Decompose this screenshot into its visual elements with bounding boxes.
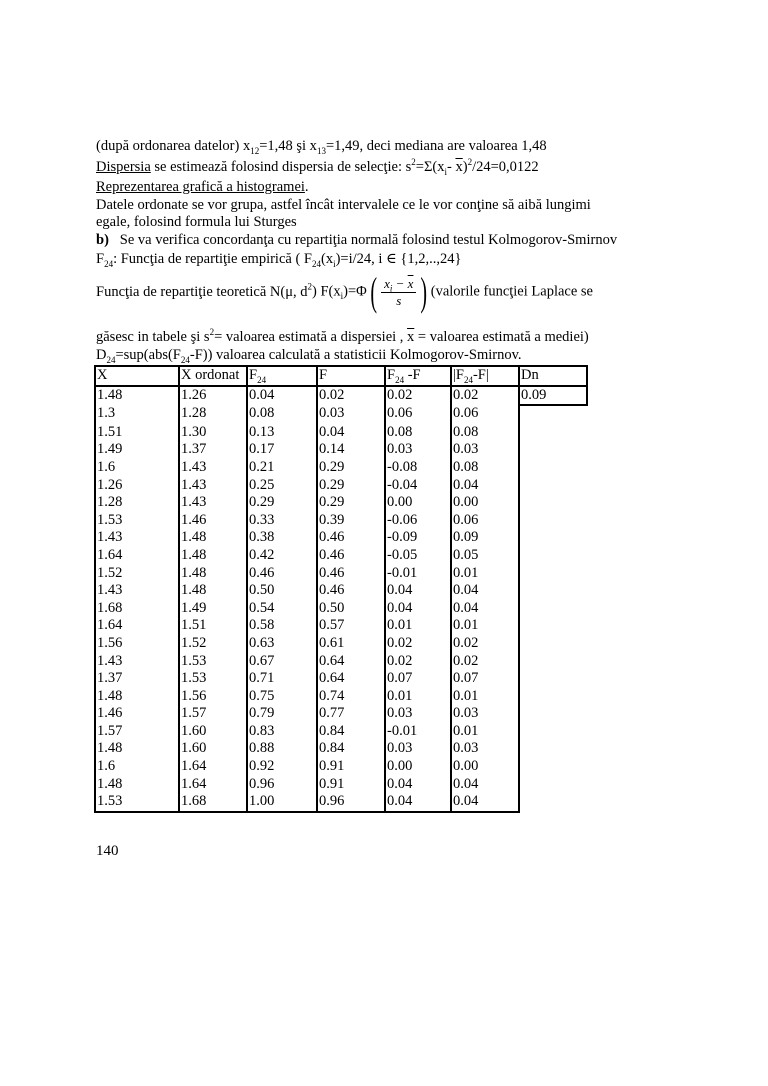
page-number: 140 [96, 843, 119, 859]
table-cell: 1.6 [95, 459, 179, 477]
table-cell: -0.04 [385, 477, 451, 495]
table-cell: 0.77 [317, 705, 385, 723]
empty-cell [519, 670, 587, 688]
table-cell: 0.04 [451, 477, 519, 495]
empty-cell [519, 705, 587, 723]
table-cell: -0.01 [385, 565, 451, 583]
standardization-fraction: $\frac{x_i - \overline{x}}{s}$ [381, 276, 416, 309]
table-cell: 1.48 [179, 547, 247, 565]
table-header-row [95, 366, 587, 386]
table-cell: 0.57 [317, 617, 385, 635]
table-cell: 0.63 [247, 635, 317, 653]
table-cell: 0.50 [247, 582, 317, 600]
table-cell: -0.05 [385, 547, 451, 565]
table-row [95, 529, 587, 547]
right-paren: ) [420, 269, 428, 314]
empty-cell [519, 758, 587, 776]
histogram-line: Reprezentarea grafică a histogramei. [96, 179, 309, 195]
dispersion-line: Dispersia se estimează folosind dispersia de selecţie: $s^2=\Sigma(x_i-$ $\overline{x})^2/24=0,0122$ [96, 157, 539, 177]
table-cell: 0.01 [451, 617, 519, 635]
table-row [95, 776, 587, 794]
empty-cell [519, 653, 587, 671]
table-cell: 0.88 [247, 740, 317, 758]
table-cell: 0.46 [317, 547, 385, 565]
empty-cell [519, 635, 587, 653]
table-cell: -0.01 [385, 723, 451, 741]
empirical-function-line: $F_{24}$: Funcţia de repartiţie empirică ( $F_{24}(x_i)=i/24$, i ∈ {1,2,..,24} [96, 251, 462, 269]
table-cell: 0.75 [247, 688, 317, 706]
table-cell: 1.60 [179, 740, 247, 758]
empty-cell [519, 617, 587, 635]
table-cell: 1.43 [95, 529, 179, 547]
table-cell: 0.39 [317, 512, 385, 530]
table-cell: 0.64 [317, 670, 385, 688]
table-cell: 0.67 [247, 653, 317, 671]
table-cell: 0.71 [247, 670, 317, 688]
table-cell: 0.07 [451, 670, 519, 688]
table-cell: 0.03 [317, 405, 385, 424]
table-cell: 1.30 [179, 424, 247, 442]
table-cell: 0.03 [451, 705, 519, 723]
table-cell: 0.04 [385, 582, 451, 600]
table-row [95, 635, 587, 653]
table-row [95, 477, 587, 495]
table-cell: 1.64 [179, 776, 247, 794]
table-cell: 1.53 [95, 793, 179, 812]
table-cell: 0.83 [247, 723, 317, 741]
table-row [95, 424, 587, 442]
table-cell: 1.43 [179, 459, 247, 477]
table-cell: 0.84 [317, 740, 385, 758]
table-row [95, 758, 587, 776]
table-cell: 0.08 [451, 424, 519, 442]
table-cell: 1.64 [179, 758, 247, 776]
table-cell: 1.6 [95, 758, 179, 776]
table-cell: 0.79 [247, 705, 317, 723]
table-cell: 1.28 [95, 494, 179, 512]
table-cell: 0.02 [317, 386, 385, 406]
grouping-line-1: Datele ordonate se vor grupa, astfel încât intervalele ce le vor conţine să aibă lungimi [96, 197, 591, 213]
table-row [95, 582, 587, 600]
table-cell: 0.46 [247, 565, 317, 583]
table-cell: 0.96 [247, 776, 317, 794]
empty-cell [519, 512, 587, 530]
header-x: X [95, 366, 179, 386]
empty-cell [519, 494, 587, 512]
table-cell: 1.57 [179, 705, 247, 723]
table-cell: 0.08 [385, 424, 451, 442]
table-cell: 0.04 [451, 793, 519, 812]
table-cell: 0.96 [317, 793, 385, 812]
laplace-line: găsesc in tabele şi $s^2=$ valoarea estimată a dispersiei , $\overline{x}$ = valoarea estimată a mediei) [96, 327, 589, 345]
table-cell: -0.09 [385, 529, 451, 547]
theoretical-function-line: Funcţia de repartiţie teoretică N(μ, $d^2$) $F(x_i)=\Phi$( $\frac{x_i - \overline{x}}{s}$ ) (valorile funcţiei Laplace se [96, 269, 593, 314]
table-cell: 1.68 [95, 600, 179, 618]
table-cell: 0.46 [317, 565, 385, 583]
table-cell: 0.04 [385, 600, 451, 618]
table-cell: 1.43 [179, 494, 247, 512]
empty-cell [519, 405, 587, 424]
table-cell: 1.56 [95, 635, 179, 653]
table-cell: 1.26 [95, 477, 179, 495]
table-cell: 0.03 [385, 441, 451, 459]
table-row [95, 688, 587, 706]
table-cell: 0.29 [317, 494, 385, 512]
table-cell: 0.00 [385, 494, 451, 512]
table-row [95, 670, 587, 688]
table-cell: 0.04 [451, 776, 519, 794]
dn-value: 0.09 [519, 386, 587, 406]
table-cell: 1.51 [179, 617, 247, 635]
grouping-line-2: egale, folosind formula lui Sturges [96, 214, 297, 230]
header-abs-diff: $|F_{24}-F|$ [451, 366, 519, 386]
table-cell: 0.02 [385, 635, 451, 653]
table-cell: 0.64 [317, 653, 385, 671]
table-cell: 0.00 [451, 758, 519, 776]
table-cell: 1.53 [179, 670, 247, 688]
table-cell: 1.43 [179, 477, 247, 495]
empty-cell [519, 477, 587, 495]
table-cell: 0.01 [451, 723, 519, 741]
table-cell: 1.49 [179, 600, 247, 618]
table-cell: 0.13 [247, 424, 317, 442]
empty-cell [519, 565, 587, 583]
table-row [95, 705, 587, 723]
header-dn: Dn [519, 366, 587, 386]
table-cell: 1.53 [95, 512, 179, 530]
table-cell: 0.03 [451, 740, 519, 758]
table-cell: 0.46 [317, 582, 385, 600]
table-cell: 1.37 [179, 441, 247, 459]
header-x-sorted: X ordonat [179, 366, 247, 386]
table-row [95, 386, 587, 406]
table-row [95, 494, 587, 512]
table-cell: 0.38 [247, 529, 317, 547]
table-cell: 0.06 [385, 405, 451, 424]
table-cell: 0.04 [317, 424, 385, 442]
table-cell: 1.46 [95, 705, 179, 723]
table-cell: 0.25 [247, 477, 317, 495]
section-b-line: b) Se va verifica concordanţa cu repartiţia normală folosind testul Kolmogorov-Smirnov [96, 232, 618, 248]
table-cell: 1.28 [179, 405, 247, 424]
empty-cell [519, 582, 587, 600]
table-cell: 0.29 [317, 477, 385, 495]
table-cell: 0.00 [451, 494, 519, 512]
table-cell: 1.48 [95, 740, 179, 758]
table-row [95, 723, 587, 741]
dispersion-term: Dispersia [96, 159, 151, 175]
table-row [95, 740, 587, 758]
table-cell: 1.43 [95, 653, 179, 671]
table-row [95, 512, 587, 530]
table-cell: 1.26 [179, 386, 247, 406]
ks-statistic-line: $D_{24}=sup(abs(F_{24}-F))$ valoarea calculată a statisticii Kolmogorov-Smirnov. [96, 347, 522, 365]
table-cell: 0.03 [385, 740, 451, 758]
table-cell: 0.02 [451, 386, 519, 406]
table-cell: 0.21 [247, 459, 317, 477]
table-cell: 0.06 [451, 405, 519, 424]
table-cell: 1.00 [247, 793, 317, 812]
empty-cell [519, 776, 587, 794]
table-cell: 0.02 [385, 653, 451, 671]
table-cell: 0.58 [247, 617, 317, 635]
empty-cell [519, 459, 587, 477]
table-cell: 0.08 [247, 405, 317, 424]
table-cell: 0.50 [317, 600, 385, 618]
left-paren: ( [370, 269, 377, 314]
table-cell: 0.02 [451, 653, 519, 671]
table-cell: 0.92 [247, 758, 317, 776]
histogram-term: Reprezentarea grafică a histogramei [96, 179, 305, 195]
table-cell: 0.04 [385, 793, 451, 812]
table-cell: 0.46 [317, 529, 385, 547]
table-cell: 0.04 [247, 386, 317, 406]
table-cell: 0.02 [451, 635, 519, 653]
table-cell: 0.84 [317, 723, 385, 741]
table-cell: 0.04 [451, 600, 519, 618]
table-cell: 1.68 [179, 793, 247, 812]
table-cell: 0.61 [317, 635, 385, 653]
table-cell: 1.52 [179, 635, 247, 653]
table-cell: 0.14 [317, 441, 385, 459]
header-f24: $F_{24}$ [247, 366, 317, 386]
table-cell: 0.33 [247, 512, 317, 530]
table-row [95, 617, 587, 635]
empty-cell [519, 740, 587, 758]
table-cell: 0.91 [317, 758, 385, 776]
empty-cell [519, 793, 587, 812]
table-row [95, 653, 587, 671]
table-cell: 0.06 [451, 512, 519, 530]
table-row [95, 565, 587, 583]
header-f24-minus-f: $F_{24}$ -F [385, 366, 451, 386]
table-cell: 1.48 [179, 582, 247, 600]
header-f: F [317, 366, 385, 386]
table-cell: 0.02 [385, 386, 451, 406]
table-cell: 1.49 [95, 441, 179, 459]
table-cell: 1.60 [179, 723, 247, 741]
table-cell: 1.46 [179, 512, 247, 530]
table-cell: 1.43 [95, 582, 179, 600]
table-row [95, 600, 587, 618]
table-cell: 0.03 [451, 441, 519, 459]
section-b-label: b) [96, 232, 109, 248]
empty-cell [519, 600, 587, 618]
table-cell: 0.01 [451, 565, 519, 583]
table-row [95, 405, 587, 424]
table-cell: 0.91 [317, 776, 385, 794]
table-cell: 1.57 [95, 723, 179, 741]
table-row [95, 793, 587, 812]
empty-cell [519, 723, 587, 741]
table-cell: 0.17 [247, 441, 317, 459]
table-cell: 1.52 [95, 565, 179, 583]
table-cell: 0.74 [317, 688, 385, 706]
empty-cell [519, 424, 587, 442]
table-cell: 0.04 [385, 776, 451, 794]
table-cell: 1.56 [179, 688, 247, 706]
table-cell: 1.3 [95, 405, 179, 424]
table-cell: 0.01 [451, 688, 519, 706]
table-cell: 0.00 [385, 758, 451, 776]
table-cell: 0.03 [385, 705, 451, 723]
table-cell: 0.54 [247, 600, 317, 618]
table-cell: -0.06 [385, 512, 451, 530]
table-cell: 1.48 [95, 688, 179, 706]
table-cell: 0.42 [247, 547, 317, 565]
median-line: (după ordonarea datelor) $x_{12}=1,48$ şi $x_{13}=1,49$, deci mediana are valoarea 1,48 [96, 138, 547, 156]
table-cell: 0.08 [451, 459, 519, 477]
table-row [95, 459, 587, 477]
table-cell: 0.09 [451, 529, 519, 547]
table-cell: 1.48 [95, 776, 179, 794]
table-cell: 1.64 [95, 617, 179, 635]
table-cell: 1.51 [95, 424, 179, 442]
table-row [95, 547, 587, 565]
table-cell: 0.29 [247, 494, 317, 512]
table-cell: 1.48 [179, 565, 247, 583]
table-cell: 1.37 [95, 670, 179, 688]
table-cell: -0.08 [385, 459, 451, 477]
table-cell: 1.48 [95, 386, 179, 406]
table-cell: 1.48 [179, 529, 247, 547]
table-cell: 0.05 [451, 547, 519, 565]
empty-cell [519, 441, 587, 459]
table-cell: 0.07 [385, 670, 451, 688]
empty-cell [519, 547, 587, 565]
table-cell: 1.64 [95, 547, 179, 565]
empty-cell [519, 529, 587, 547]
table-cell: 1.53 [179, 653, 247, 671]
table-cell: 0.29 [317, 459, 385, 477]
table-row [95, 441, 587, 459]
empty-cell [519, 688, 587, 706]
table-cell: 0.04 [451, 582, 519, 600]
ks-table [94, 365, 588, 813]
table-cell: 0.01 [385, 688, 451, 706]
table-cell: 0.01 [385, 617, 451, 635]
